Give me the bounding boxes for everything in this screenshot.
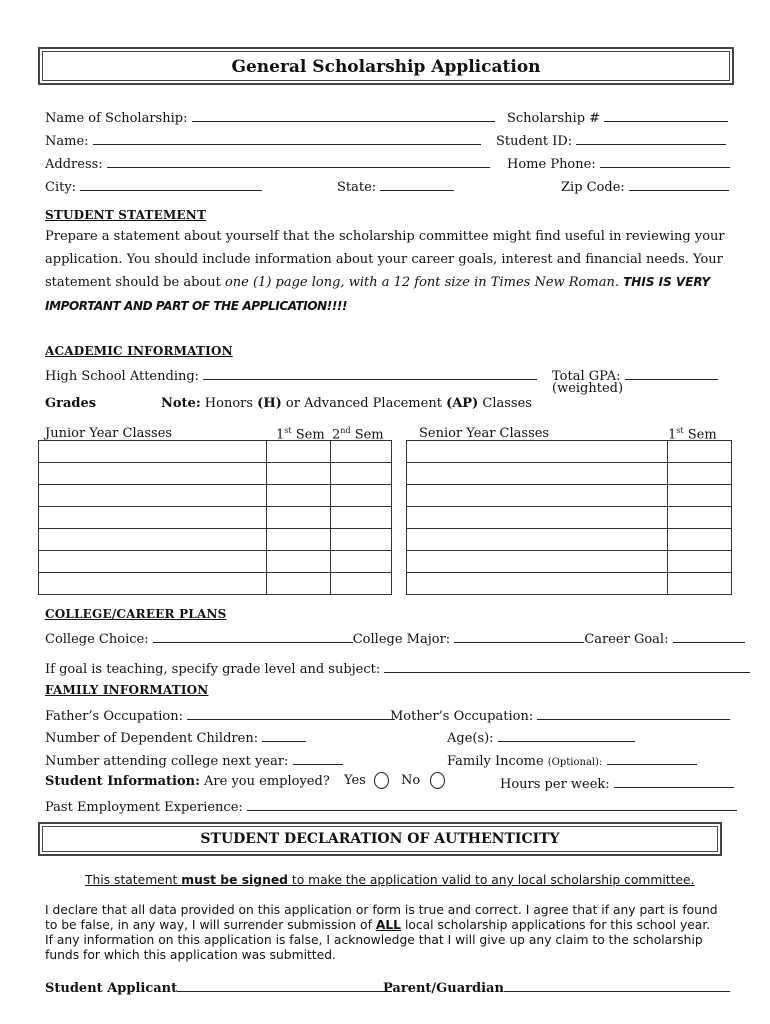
note-label: Note: bbox=[161, 396, 201, 411]
declaration-line-2c: local scholarship applications for this school year. bbox=[401, 918, 711, 932]
sem-cell[interactable] bbox=[331, 507, 392, 529]
no-label: No bbox=[401, 773, 421, 788]
academic-heading: ACADEMIC INFORMATION bbox=[45, 344, 233, 358]
zip-field[interactable] bbox=[629, 177, 729, 191]
declaration-line-1: I declare that all data provided on this application or form is true and correct. I agree that if any part is found bbox=[45, 903, 718, 917]
high-school-field[interactable] bbox=[203, 366, 537, 380]
must-sign-c: to make the application valid to any local scholarship committee. bbox=[287, 873, 695, 887]
father-field[interactable] bbox=[187, 706, 395, 720]
applicant-signature-row bbox=[45, 978, 392, 996]
scholarship-num-label: Scholarship # bbox=[507, 111, 601, 126]
sem-cell[interactable] bbox=[267, 485, 331, 507]
table-row bbox=[39, 529, 392, 551]
grades-note bbox=[161, 396, 532, 411]
sem-cell[interactable] bbox=[331, 573, 392, 595]
sem-cell[interactable] bbox=[668, 463, 732, 485]
ages-field[interactable] bbox=[498, 728, 635, 742]
career-goal-field[interactable] bbox=[673, 629, 745, 643]
sem-cell[interactable] bbox=[668, 551, 732, 573]
parent-signature-row bbox=[383, 978, 730, 996]
junior-sem2-word: Sem bbox=[350, 427, 384, 443]
must-sign-a: This statement bbox=[85, 873, 182, 887]
name-row bbox=[45, 131, 481, 149]
declaration-line-2a: to be false, in any way, I will surrender submission of bbox=[45, 918, 376, 932]
student-id-row bbox=[496, 131, 726, 149]
senior-year-header: Senior Year Classes bbox=[419, 426, 550, 441]
career-goal-label: Career Goal: bbox=[584, 632, 669, 647]
class-cell[interactable] bbox=[39, 573, 267, 595]
class-cell[interactable] bbox=[407, 573, 668, 595]
hours-field[interactable] bbox=[614, 774, 734, 788]
junior-sem2-sup: nd bbox=[340, 426, 351, 435]
high-school-row bbox=[45, 366, 537, 384]
statement-line-3 bbox=[45, 271, 735, 295]
employed-yes bbox=[344, 772, 389, 789]
mother-field[interactable] bbox=[537, 706, 730, 720]
sem-cell[interactable] bbox=[267, 507, 331, 529]
scholarship-name-field[interactable] bbox=[192, 108, 495, 122]
table-row bbox=[39, 463, 392, 485]
grades-label: Grades bbox=[45, 396, 97, 411]
city-field[interactable] bbox=[80, 177, 262, 191]
address-field[interactable] bbox=[107, 154, 490, 168]
employed-question: Are you employed? bbox=[199, 774, 330, 789]
income-optional: (Optional): bbox=[547, 757, 603, 768]
income-label: Family Income bbox=[447, 754, 548, 769]
junior-sem1-word: Sem bbox=[291, 427, 325, 443]
address-label: Address: bbox=[45, 157, 103, 172]
yes-radio[interactable] bbox=[374, 772, 389, 789]
junior-sem1-num: 1 bbox=[276, 427, 285, 443]
college-choice-field[interactable] bbox=[153, 629, 353, 643]
student-statement-text bbox=[45, 226, 735, 317]
must-sign-note bbox=[85, 873, 770, 888]
note-h: (H) bbox=[257, 396, 282, 411]
table-row bbox=[407, 573, 732, 595]
class-cell[interactable] bbox=[39, 485, 267, 507]
teaching-field[interactable] bbox=[384, 659, 750, 673]
sem-cell[interactable] bbox=[331, 529, 392, 551]
name-label: Name: bbox=[45, 134, 89, 149]
college-major-label: College Major: bbox=[352, 632, 451, 647]
class-cell[interactable] bbox=[407, 463, 668, 485]
college-choice-label: College Choice: bbox=[45, 632, 149, 647]
scholarship-name-label: Name of Scholarship: bbox=[45, 111, 188, 126]
class-cell[interactable] bbox=[407, 485, 668, 507]
employed-no bbox=[401, 772, 445, 789]
gpa-label: Total GPA: bbox=[552, 369, 621, 384]
college-heading: COLLEGE/CAREER PLANS bbox=[45, 607, 227, 621]
ages-row bbox=[447, 728, 635, 746]
income-row bbox=[447, 751, 697, 769]
table-row bbox=[39, 485, 392, 507]
applicant-signature-field[interactable] bbox=[177, 978, 392, 992]
college-choice-row bbox=[45, 629, 745, 647]
table-row bbox=[39, 441, 392, 463]
statement-line-3b: one (1) page long, with a 12 font size in Times New Roman. bbox=[224, 275, 619, 290]
statement-line-3a: statement should be about bbox=[45, 275, 225, 290]
hours-row bbox=[500, 774, 734, 792]
class-cell[interactable] bbox=[407, 529, 668, 551]
applicant-label: Student Applicant bbox=[45, 981, 178, 996]
past-employment-row bbox=[45, 797, 737, 815]
high-school-label: High School Attending: bbox=[45, 369, 200, 384]
sem-cell[interactable] bbox=[267, 529, 331, 551]
dependents-field[interactable] bbox=[262, 728, 306, 742]
declaration-line-3: If any information on this application is false, I acknowledge that I will give up any claim to the scholarship bbox=[45, 933, 703, 947]
parent-signature-field[interactable] bbox=[504, 978, 730, 992]
student-info-row bbox=[45, 774, 330, 789]
city-row bbox=[45, 177, 262, 195]
must-sign-b: must be signed bbox=[181, 873, 288, 887]
mother-row bbox=[390, 706, 730, 724]
sem-cell[interactable] bbox=[331, 441, 392, 463]
senior-sem1-sup: st bbox=[676, 426, 684, 435]
home-phone-label: Home Phone: bbox=[507, 157, 596, 172]
note-a: Honors bbox=[204, 396, 258, 411]
class-cell[interactable] bbox=[39, 463, 267, 485]
scholarship-num-field[interactable] bbox=[604, 108, 728, 122]
father-row bbox=[45, 706, 395, 724]
declaration-all: ALL bbox=[375, 918, 402, 932]
junior-classes-table bbox=[38, 440, 392, 595]
sem-cell[interactable] bbox=[331, 463, 392, 485]
table-row bbox=[407, 463, 732, 485]
sem-cell[interactable] bbox=[668, 485, 732, 507]
city-label: City: bbox=[45, 180, 77, 195]
statement-line-1: Prepare a statement about yourself that the scholarship committee might find useful in reviewing your bbox=[45, 229, 725, 244]
state-field[interactable] bbox=[380, 177, 454, 191]
state-label: State: bbox=[337, 180, 377, 195]
table-row bbox=[407, 485, 732, 507]
hours-label: Hours per week: bbox=[500, 777, 610, 792]
table-row bbox=[407, 441, 732, 463]
parent-label: Parent/Guardian bbox=[383, 981, 504, 996]
mother-label: Mother’s Occupation: bbox=[390, 709, 534, 724]
class-cell[interactable] bbox=[39, 551, 267, 573]
class-cell[interactable] bbox=[407, 551, 668, 573]
sem-cell[interactable] bbox=[331, 551, 392, 573]
class-cell[interactable] bbox=[39, 441, 267, 463]
sem-cell[interactable] bbox=[668, 573, 732, 595]
declaration-box bbox=[38, 822, 722, 856]
attending-row bbox=[45, 751, 343, 769]
sem-cell[interactable] bbox=[267, 573, 331, 595]
declaration-line-2 bbox=[45, 918, 735, 933]
past-employment-field[interactable] bbox=[247, 797, 737, 811]
sem-cell[interactable] bbox=[267, 463, 331, 485]
student-id-label: Student ID: bbox=[496, 134, 573, 149]
teaching-row bbox=[45, 659, 750, 677]
sem-cell[interactable] bbox=[331, 485, 392, 507]
table-row bbox=[407, 507, 732, 529]
student-info-label: Student Information: bbox=[45, 774, 200, 789]
yes-label: Yes bbox=[344, 773, 366, 788]
gpa-weighted: (weighted) bbox=[552, 381, 624, 396]
sem-cell[interactable] bbox=[668, 507, 732, 529]
sem-cell[interactable] bbox=[267, 441, 331, 463]
attending-field[interactable] bbox=[293, 751, 343, 765]
class-cell[interactable] bbox=[39, 529, 267, 551]
statement-line-4: IMPORTANT AND PART OF THE APPLICATION!!!! bbox=[45, 298, 348, 313]
home-phone-row bbox=[507, 154, 730, 172]
scholarship-name-row bbox=[45, 108, 495, 126]
father-label: Father’s Occupation: bbox=[45, 709, 183, 724]
student-id-field[interactable] bbox=[576, 131, 726, 145]
table-row bbox=[39, 551, 392, 573]
note-ap: (AP) bbox=[446, 396, 479, 411]
family-heading: FAMILY INFORMATION bbox=[45, 683, 209, 697]
declaration-line-4: funds for which this application was submitted. bbox=[45, 948, 336, 962]
form-title: General Scholarship Application bbox=[231, 57, 541, 77]
zip-row bbox=[561, 177, 729, 195]
college-major-field[interactable] bbox=[454, 629, 584, 643]
no-radio[interactable] bbox=[430, 772, 445, 789]
class-cell[interactable] bbox=[407, 507, 668, 529]
dependents-row bbox=[45, 728, 306, 746]
zip-label: Zip Code: bbox=[561, 180, 625, 195]
state-row bbox=[337, 177, 454, 195]
class-cell[interactable] bbox=[407, 441, 668, 463]
sem-cell[interactable] bbox=[668, 441, 732, 463]
table-row bbox=[39, 507, 392, 529]
income-field[interactable] bbox=[607, 751, 697, 765]
senior-sem1-num: 1 bbox=[668, 427, 677, 443]
senior-sem1-word: Sem bbox=[683, 427, 717, 443]
dependents-label: Number of Dependent Children: bbox=[45, 731, 259, 746]
declaration-paragraph bbox=[45, 903, 735, 963]
address-row bbox=[45, 154, 490, 172]
note-b: or Advanced Placement bbox=[281, 396, 447, 411]
gpa-field[interactable] bbox=[625, 366, 718, 380]
sem-cell[interactable] bbox=[668, 529, 732, 551]
title-box bbox=[38, 47, 734, 85]
teaching-label: If goal is teaching, specify grade level and subject: bbox=[45, 662, 381, 677]
name-field[interactable] bbox=[93, 131, 481, 145]
senior-classes-table bbox=[406, 440, 732, 595]
junior-year-header: Junior Year Classes bbox=[45, 426, 173, 441]
sem-cell[interactable] bbox=[267, 551, 331, 573]
table-row bbox=[39, 573, 392, 595]
table-row bbox=[407, 529, 732, 551]
student-statement-heading: STUDENT STATEMENT bbox=[45, 208, 207, 222]
home-phone-field[interactable] bbox=[600, 154, 730, 168]
statement-line-3c: THIS IS VERY bbox=[623, 275, 711, 289]
scholarship-num-row bbox=[507, 108, 728, 126]
junior-sem2-num: 2 bbox=[332, 427, 341, 443]
past-employment-label: Past Employment Experience: bbox=[45, 800, 243, 815]
statement-line-2: application. You should include information about your career goals, interest and financial needs. Your bbox=[45, 251, 723, 267]
table-row bbox=[407, 551, 732, 573]
ages-label: Age(s): bbox=[447, 731, 494, 746]
class-cell[interactable] bbox=[39, 507, 267, 529]
declaration-title: STUDENT DECLARATION OF AUTHENTICITY bbox=[200, 831, 560, 847]
note-c: Classes bbox=[478, 396, 532, 411]
junior-sem1-sup: st bbox=[284, 426, 292, 435]
attending-label: Number attending college next year: bbox=[45, 754, 289, 769]
